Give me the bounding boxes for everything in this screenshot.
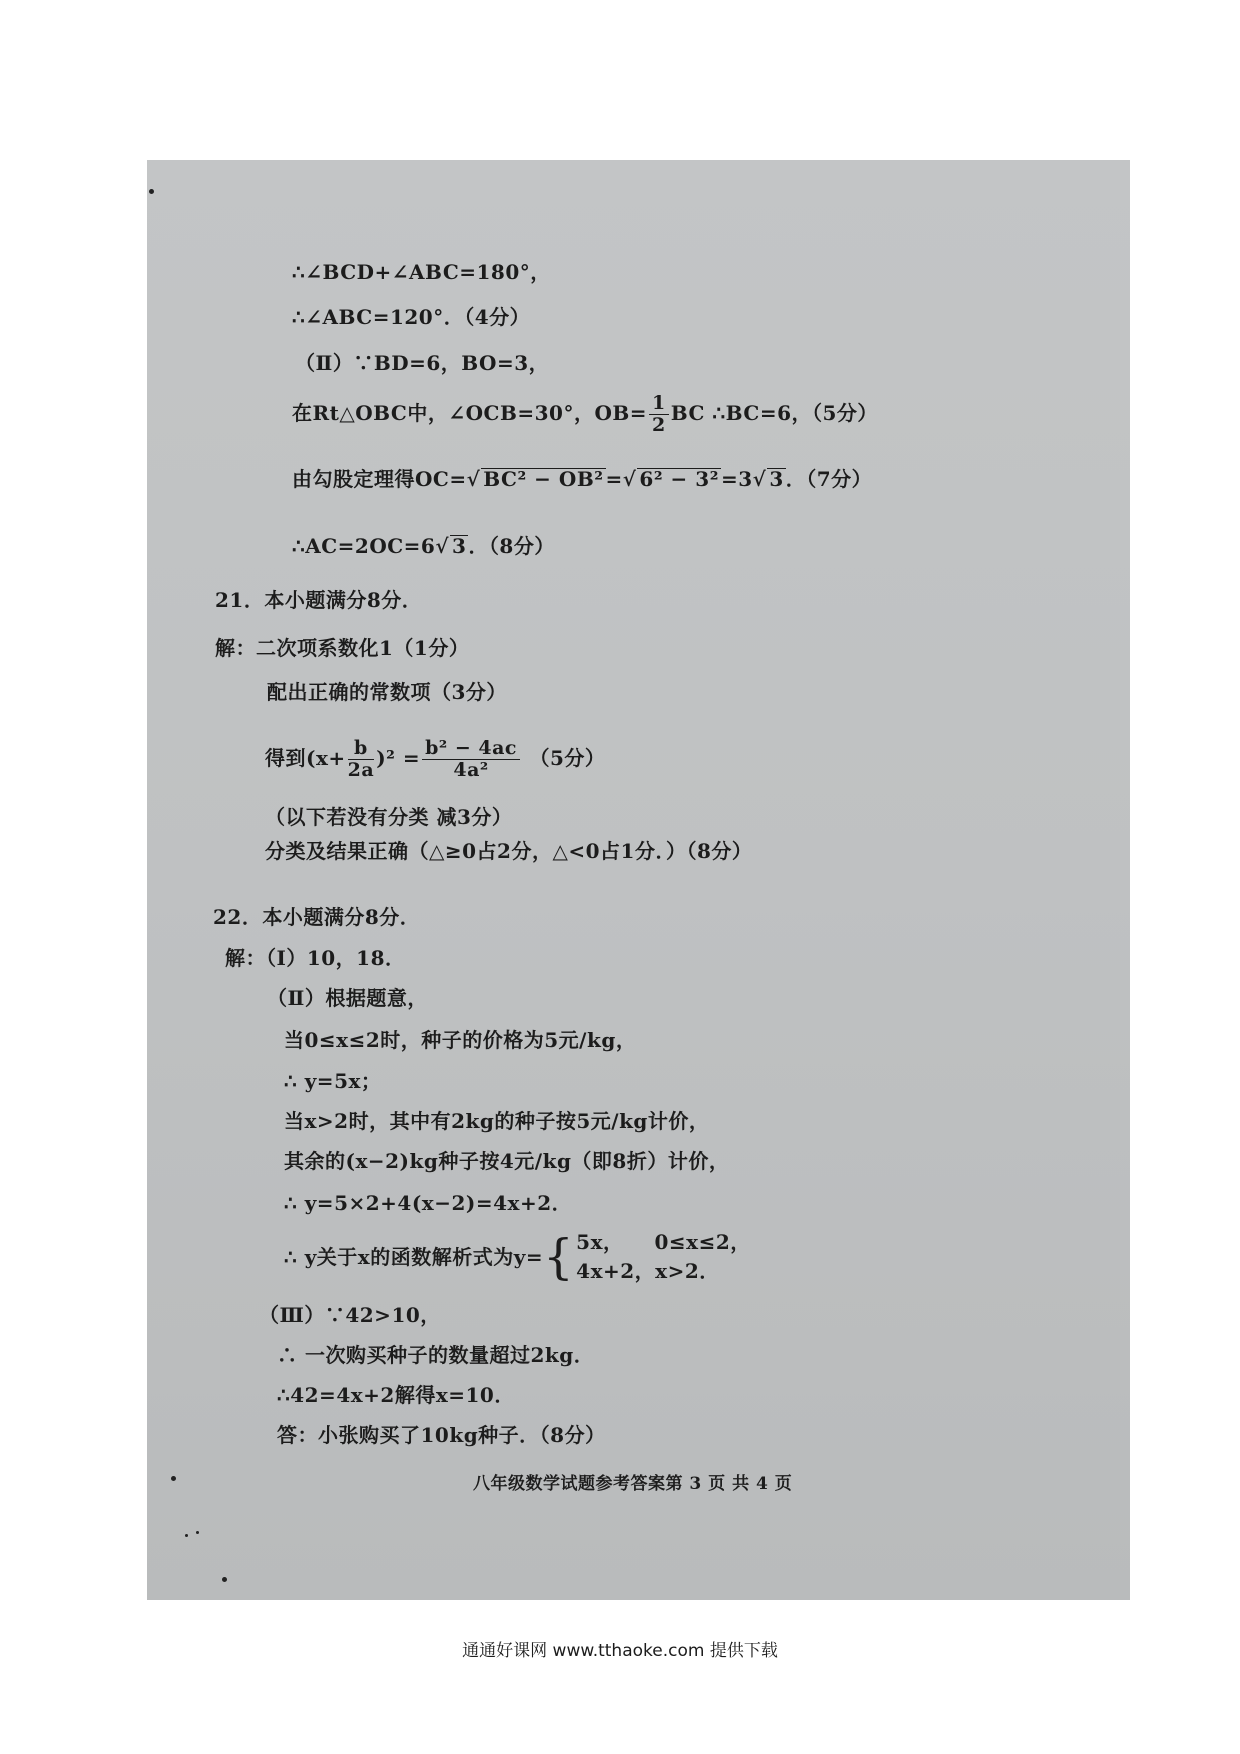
line-pythagoras: 由勾股定理得OC=√ BC² − OB² =√ 6² − 3² =3√ 3 ．（7分） xyxy=(292,467,873,491)
speck xyxy=(222,1577,227,1582)
speck xyxy=(196,1531,199,1534)
q22-part2: （Ⅱ）根据题意， xyxy=(267,986,428,1010)
q21-step3: 得到(x+ $\frac{b}{2a}$ )² = $\frac{\text{b² − 4ac}}{\text{4a²}}$ （5分） xyxy=(265,737,606,781)
fraction-one-half: $\frac{1}{2}$ xyxy=(649,393,669,436)
q22-part1: 解：（Ⅰ）10，18． xyxy=(225,946,406,970)
q22-piecewise: ∴ y关于x的函数解析式为y={ 5x， 0≤x≤2， 4x+2，x>2． xyxy=(284,1229,751,1285)
q21-step5: 分类及结果正确（△≥0占2分，△<0占1分．）（8分） xyxy=(265,839,753,863)
page-footer: 八年级数学试题参考答案第 3 页 共 4 页 xyxy=(473,1474,793,1494)
piecewise-cases: 5x， 0≤x≤2， 4x+2，x>2． xyxy=(576,1230,751,1283)
q22-answer: 答：小张购买了10kg种子．（8分） xyxy=(277,1423,606,1447)
fraction-b-over-2a: $\frac{b}{2a}$ xyxy=(347,737,375,781)
line-rt-triangle: 在Rt△OBC中，∠OCB=30°，OB= $\frac{1}{2}$ BC ∴BC=6，（5分） xyxy=(292,392,878,436)
q21-heading: 21．本小题满分8分． xyxy=(215,588,423,612)
scanned-page-photo xyxy=(147,160,1130,1600)
speck xyxy=(185,1534,188,1537)
q21-step2: 配出正确的常数项（3分） xyxy=(267,680,507,704)
q22-part3: （Ⅲ）∵42>10， xyxy=(259,1303,441,1327)
q22-heading: 22．本小题满分8分． xyxy=(213,905,421,929)
q22-case-small: 当0≤x≤2时，种子的价格为5元/kg， xyxy=(284,1028,637,1052)
q22-y-5x: ∴ y=5x； xyxy=(284,1069,382,1093)
q22-exceeds: ∴ 一次购买种子的数量超过2kg． xyxy=(277,1343,595,1367)
left-brace: { xyxy=(543,1229,575,1285)
q21-step1: 解：二次项系数化1（1分） xyxy=(215,636,470,660)
q22-case-large: 当x>2时，其中有2kg的种子按5元/kg计价， xyxy=(284,1109,710,1133)
q21-step4: （以下若没有分类 减3分） xyxy=(265,805,513,829)
q22-y-formula: ∴ y=5×2+4(x−2)=4x+2． xyxy=(284,1191,573,1215)
line-bcd-abc: ∴∠BCD+∠ABC=180°， xyxy=(292,260,551,284)
line-part2-given: （Ⅱ）∵BD=6，BO=3， xyxy=(295,351,550,375)
speck xyxy=(149,189,154,194)
watermark-text: 通通好课网 www.tthaoke.com 提供下载 xyxy=(462,1641,778,1661)
line-abc-120: ∴∠ABC=120°．（4分） xyxy=(292,305,531,329)
q22-solve: ∴42=4x+2解得x=10． xyxy=(277,1383,515,1407)
line-ac-result: ∴AC=2OC=6√ 3 ．（8分） xyxy=(292,534,555,558)
speck xyxy=(171,1476,176,1481)
fraction-discriminant: $\frac{\text{b² − 4ac}}{\text{4a²}}$ xyxy=(422,738,520,781)
q22-remaining: 其余的(x−2)kg种子按4元/kg（即8折）计价， xyxy=(284,1149,730,1173)
